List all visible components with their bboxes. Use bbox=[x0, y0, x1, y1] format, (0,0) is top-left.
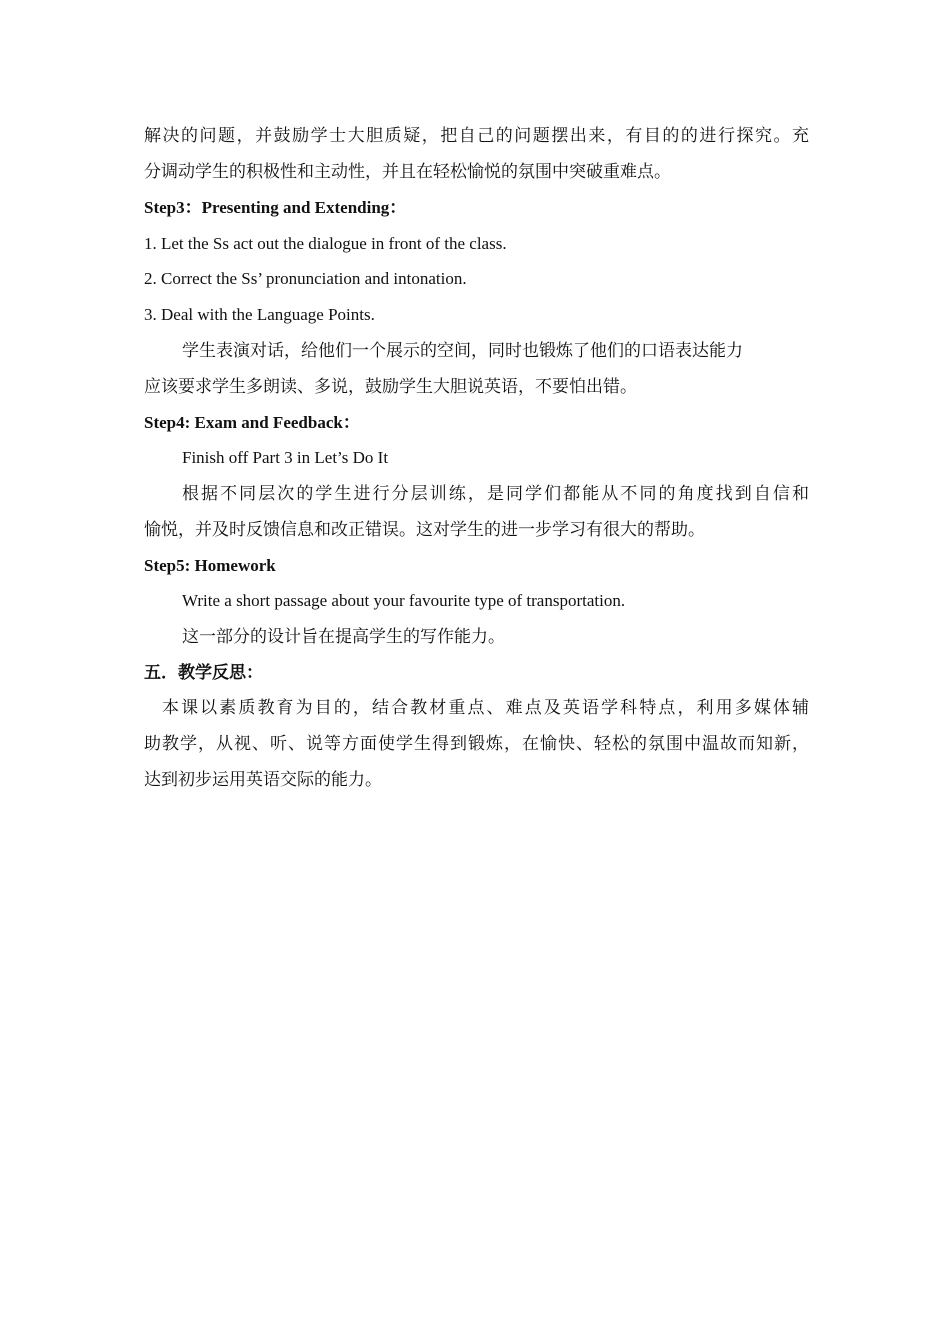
step4-note-line-2: 愉悦，并及时反馈信息和改正错误。这对学生的进一步学习有很大的帮助。 bbox=[144, 520, 705, 539]
step5-note: 这一部分的设计旨在提高学生的写作能力。 bbox=[182, 627, 505, 646]
reflection-line-1: 本课以素质教育为目的，结合教材重点、难点及英语学科特点，利用多媒体辅 bbox=[162, 698, 809, 717]
step5-heading: Step5: Homework bbox=[144, 556, 276, 575]
section-5-heading: 五．教学反思： bbox=[144, 663, 263, 682]
paragraph-line: 解决的问题，并鼓励学士大胆质疑，把自己的问题摆出来，有目的的进行探究。充 bbox=[144, 126, 809, 145]
step4-item-1: Finish off Part 3 in Let’s Do It bbox=[182, 448, 389, 467]
step3-note-line-1: 学生表演对话，给他们一个展示的空间，同时也锻炼了他们的口语表达能力 bbox=[182, 341, 743, 360]
reflection-line-2: 助教学，从视、听、说等方面使学生得到锻炼，在愉快、轻松的氛围中温故而知新， bbox=[144, 734, 809, 753]
step5-item-1: Write a short passage about your favourite type of transportation. bbox=[182, 591, 626, 610]
step3-item-2: 2. Correct the Ss’ pronunciation and intonation. bbox=[144, 269, 467, 288]
step3-item-3: 3. Deal with the Language Points. bbox=[144, 305, 375, 324]
step4-heading: Step4: Exam and Feedback： bbox=[144, 413, 360, 432]
reflection-line-3: 达到初步运用英语交际的能力。 bbox=[144, 770, 382, 789]
step4-note-line-1: 根据不同层次的学生进行分层训练，是同学们都能从不同的角度找到自信和 bbox=[182, 484, 809, 503]
step3-item-1: 1. Let the Ss act out the dialogue in front of the class. bbox=[144, 234, 507, 253]
paragraph-line: 分调动学生的积极性和主动性，并且在轻松愉悦的氛围中突破重难点。 bbox=[144, 162, 671, 181]
step3-note-line-2: 应该要求学生多朗读、多说，鼓励学生大胆说英语，不要怕出错。 bbox=[144, 377, 637, 396]
step3-heading: Step3：Presenting and Extending： bbox=[144, 198, 407, 217]
